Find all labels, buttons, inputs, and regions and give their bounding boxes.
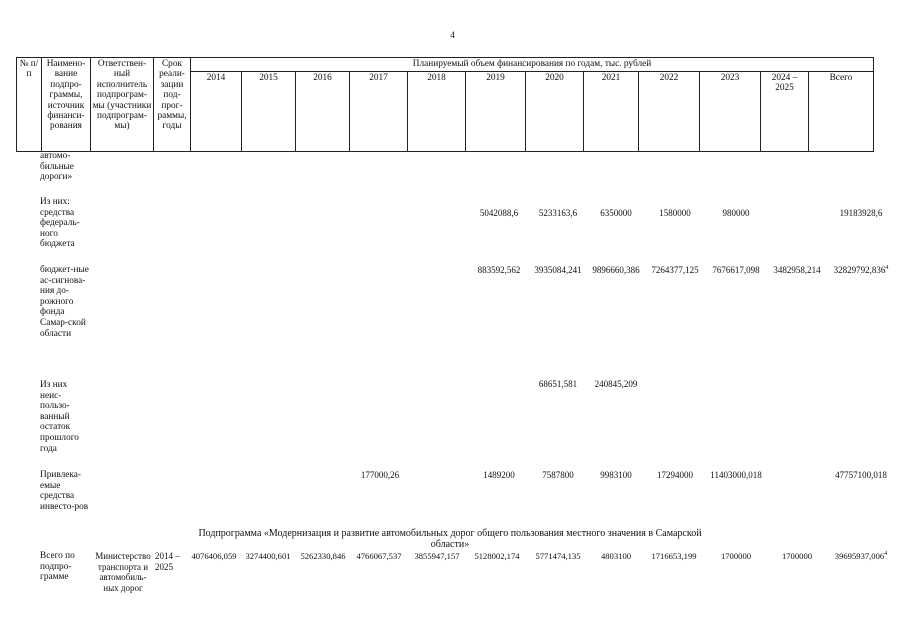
- cell-investors-2023: 11403000,018: [710, 470, 762, 480]
- cell-roadfund-2021: 9896660,386: [592, 265, 640, 275]
- cell-total-total: [830, 551, 892, 562]
- cell-total-2014: 4076406,059: [191, 551, 237, 561]
- cell-total-2022: 1716653,199: [651, 551, 697, 561]
- header-financing-title: Планируемый объем финансирования по годам, тыс. рублей: [191, 58, 874, 72]
- cell-unused-2020: 68651,581: [538, 379, 578, 389]
- cell-federal-total: 19183928,6: [839, 208, 883, 218]
- cell-roadfund-total: [830, 265, 892, 276]
- cell-total-total-value: 39695937,006: [834, 551, 885, 561]
- cell-investors-2022: 17294000: [657, 470, 693, 480]
- header-term: Срок реали-зации под-прог-раммы, годы: [154, 58, 191, 152]
- cell-roadfund-2019: 883592,562: [477, 265, 521, 275]
- row-label-continued: автомо-бильные дороги»: [40, 151, 74, 183]
- cell-federal-2022: 1580000: [659, 208, 691, 218]
- footnote-mark: 4: [885, 265, 889, 271]
- cell-investors-2020: 7587800: [542, 470, 574, 480]
- cell-investors-2019: 1489200: [483, 470, 515, 480]
- header-year: 2015: [242, 71, 296, 151]
- footnote-mark: 4: [884, 551, 888, 558]
- cell-unused-2021: 240845,209: [594, 379, 638, 389]
- header-year: 2024 – 2025: [761, 71, 809, 151]
- cell-roadfund-2020: 3935084,241: [534, 265, 582, 275]
- header-year: 2018: [408, 71, 466, 151]
- cell-total-2016: 5262330,846: [300, 551, 346, 561]
- cell-total-2024-2025: 1700000: [781, 551, 813, 561]
- cell-total-2015: 3274400,601: [245, 551, 291, 561]
- subprogram-title: Подпрограмма «Модернизация и развитие автомобильных дорог общего пользования местного значения в Самарской области»: [198, 528, 702, 550]
- cell-total-2020: 5771474,135: [535, 551, 581, 561]
- row-label-road-fund: бюджет-ные ас-сигнова-ния до-рожного фонда Самар-ской области: [40, 265, 89, 339]
- header-total: Всего: [809, 71, 874, 151]
- cell-roadfund-2024-2025: 3482958,214: [773, 265, 821, 275]
- row-label-federal: Из них: средства федераль-ного бюджета: [40, 197, 80, 250]
- header-year: 2023: [700, 71, 761, 151]
- cell-total-2019: 5128002,174: [474, 551, 520, 561]
- cell-total-2018: 3855947,157: [414, 551, 460, 561]
- header-name: Наимено-вание подпро-граммы, источник финанси-рования: [42, 58, 91, 152]
- header-year: 2016: [296, 71, 350, 151]
- cell-roadfund-total-value: 32829792,836: [833, 265, 886, 275]
- cell-federal-2019: 5042088,6: [479, 208, 519, 218]
- cell-total-2017: 4766067,537: [356, 551, 402, 561]
- financing-table-header: [16, 57, 874, 152]
- header-num: № п/п: [17, 58, 42, 152]
- cell-federal-2023: 980000: [722, 208, 750, 218]
- cell-federal-2021: 6350000: [600, 208, 632, 218]
- header-year: 2017: [350, 71, 408, 151]
- row-label-investors: Привлека-емые средства инвесто-ров: [40, 470, 89, 512]
- cell-total-2021: 4803100: [600, 551, 632, 561]
- cell-investors-2021: 9983100: [600, 470, 632, 480]
- cell-federal-2020: 5233163,6: [538, 208, 578, 218]
- row-label-unused-balance: Из них неис-пользо-ванный остаток прошлого года: [40, 380, 79, 454]
- cell-total-executor: Министерство транспорта и автомобиль-ных дорог: [95, 551, 151, 593]
- header-year: 2020: [526, 71, 584, 151]
- header-year: 2019: [466, 71, 526, 151]
- header-executor: Ответствен-ный исполнитель подпрограм-мы (участники подпрограм-мы): [91, 58, 154, 152]
- cell-roadfund-2022: 7264377,125: [651, 265, 699, 275]
- row-label-total: Всего по подпро-грамме: [40, 551, 75, 583]
- cell-investors-total: 47757100,018: [835, 470, 887, 480]
- cell-investors-2017: 177000,26: [360, 470, 400, 480]
- page-number: 4: [450, 30, 455, 40]
- cell-roadfund-2023: 7676617,098: [712, 265, 760, 275]
- header-year: 2014: [191, 71, 242, 151]
- header-year: 2021: [584, 71, 639, 151]
- cell-total-2023: 1700000: [720, 551, 752, 561]
- header-year: 2022: [639, 71, 700, 151]
- cell-total-term: 2014 – 2025: [155, 551, 180, 572]
